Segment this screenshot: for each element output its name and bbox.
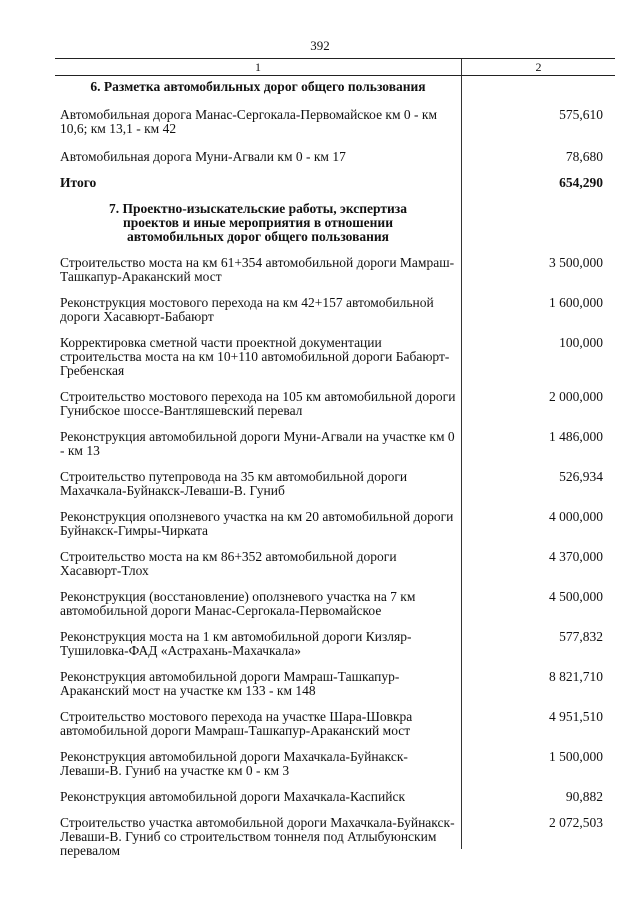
table-row <box>55 750 615 778</box>
row-description: Строительство участка автомобильной дороги Махачкала-Буйнакск-Леваши-В. Гуниб со строительством тоннеля под Атлыбуюнским перевалом <box>60 815 455 858</box>
total-label: Итого <box>60 175 97 190</box>
column-header-2: 2 <box>535 60 542 74</box>
row-description: Реконструкция автомобильной дороги Мамраш-Ташкапур-Араканский мост на участке км 133 - км 148 <box>60 669 400 698</box>
table-row <box>55 550 615 578</box>
row-description: Автомобильная дорога Манас-Сергокала-Первомайское км 0 - км 10,6; км 13,1 - км 42 <box>60 107 438 136</box>
row-description: Реконструкция автомобильной дороги Махачкала-Буйнакск-Леваши-В. Гуниб на участке км 0 - км 3 <box>60 749 408 778</box>
section-7-heading: 7. Проектно-изыскательские работы, экспертиза проектов и иные мероприятия в отношении автомобильных дорог общего пользования <box>109 201 407 244</box>
row-description: Реконструкция автомобильной дороги Муни-Агвали на участке км 0 - км 13 <box>60 429 455 458</box>
row-description: Реконструкция (восстановление) оползневого участка на 7 км автомобильной дороги Манас-Сергокала-Первомайское <box>60 589 416 618</box>
row-amount: 4 370,000 <box>549 549 603 564</box>
row-amount: 2 000,000 <box>549 389 603 404</box>
table-row <box>55 256 615 284</box>
table-row <box>55 296 615 324</box>
row-amount: 4 951,510 <box>549 709 603 724</box>
table-row <box>55 670 615 698</box>
total-amount: 654,290 <box>559 175 603 190</box>
table-row <box>55 510 615 538</box>
row-amount: 1 600,000 <box>549 295 603 310</box>
row-amount: 78,680 <box>565 149 603 164</box>
table-row <box>55 630 615 658</box>
row-description: Реконструкция мостового перехода на км 42+157 автомобильной дороги Хасавюрт-Бабаюрт <box>60 295 434 324</box>
table-row <box>55 816 615 858</box>
row-description: Автомобильная дорога Муни-Агвали км 0 - км 17 <box>60 149 346 164</box>
table-header <box>55 59 615 76</box>
row-description: Реконструкция оползневого участка на км 20 автомобильной дороги Буйнакск-Гимры-Чирката <box>60 509 454 538</box>
row-description: Строительство мостового перехода на участке Шара-Шовкра автомобильной дороги Мамраш-Ташкапур-Араканский мост <box>60 709 413 738</box>
table-row <box>55 590 615 618</box>
budget-table <box>55 58 615 858</box>
row-amount: 4 000,000 <box>549 509 603 524</box>
row-description: Строительство мостового перехода на 105 км автомобильной дороги Гунибское шоссе-Вантляшевский перевал <box>60 389 456 418</box>
row-amount: 4 500,000 <box>549 589 603 604</box>
table-row <box>55 790 615 804</box>
section-6-heading: 6. Разметка автомобильных дорог общего пользования <box>90 79 426 94</box>
row-amount: 526,934 <box>559 469 603 484</box>
row-description: Реконструкция моста на 1 км автомобильной дороги Кизляр-Тушиловка-ФАД «Астрахань-Махачкала» <box>60 629 412 658</box>
row-description: Строительство моста на км 61+354 автомобильной дороги Мамраш-Ташкапур-Араканский мост <box>60 255 455 284</box>
row-description: Корректировка сметной части проектной документации строительства моста на км 10+110 автомобильной дороги Бабаюрт-Гребенская <box>60 335 450 378</box>
row-amount: 575,610 <box>559 107 603 122</box>
row-amount: 3 500,000 <box>549 255 603 270</box>
row-amount: 90,882 <box>565 789 603 804</box>
row-description: Строительство путепровода на 35 км автомобильной дороги Махачкала-Буйнакск-Леваши-В. Гуниб <box>60 469 408 498</box>
row-amount: 1 500,000 <box>549 749 603 764</box>
row-amount: 100,000 <box>559 335 603 350</box>
row-amount: 2 072,503 <box>549 815 603 830</box>
table-row <box>55 390 615 418</box>
table-row <box>55 336 615 378</box>
page-number: 392 <box>310 38 330 53</box>
column-header-1: 1 <box>255 60 261 74</box>
row-description: Строительство моста на км 86+352 автомобильной дороги Хасавюрт-Тлох <box>60 549 397 578</box>
table-row <box>55 710 615 738</box>
table-row <box>55 150 615 164</box>
total-row <box>55 176 615 190</box>
row-amount: 577,832 <box>559 629 603 644</box>
row-amount: 1 486,000 <box>549 429 603 444</box>
table-row <box>55 470 615 498</box>
row-description: Реконструкция автомобильной дороги Махачкала-Каспийск <box>60 789 406 804</box>
table-row <box>55 430 615 458</box>
row-amount: 8 821,710 <box>549 669 603 684</box>
table-row <box>55 108 615 136</box>
